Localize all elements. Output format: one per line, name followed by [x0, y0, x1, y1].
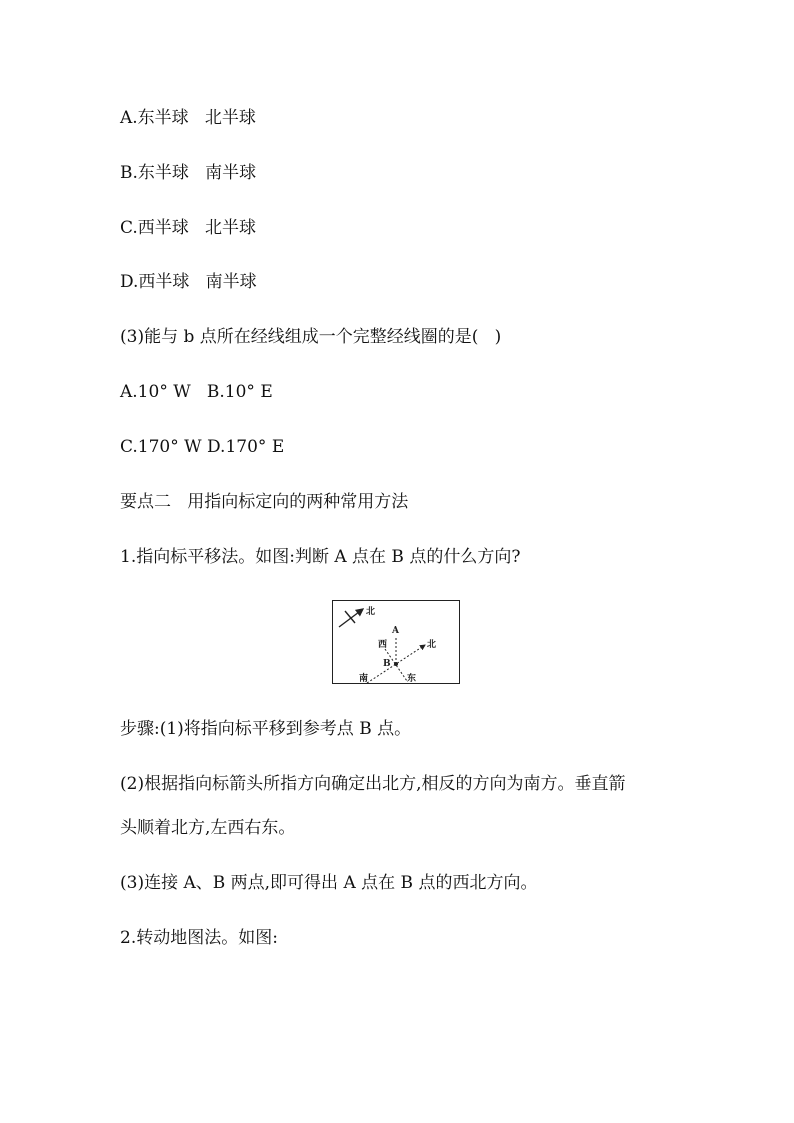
question-3: (3)能与 b 点所在经线组成一个完整经线圈的是( ) — [120, 327, 502, 347]
option-a-hemisphere: A.东半球 北半球 — [120, 108, 256, 128]
label-b: B — [383, 659, 391, 669]
method-1-title: 1.指向标平移法。如图:判断 A 点在 B 点的什么方向? — [120, 547, 521, 567]
steps-line-3: (3)连接 A、B 两点,即可得出 A 点在 B 点的西北方向。 — [120, 873, 538, 893]
direction-figure — [332, 600, 460, 684]
options-c-d-longitude: C.170° W D.170° E — [120, 437, 285, 457]
section-heading: 要点二 用指向标定向的两种常用方法 — [120, 492, 409, 512]
option-c-hemisphere: C.西半球 北半球 — [120, 218, 257, 238]
options-a-b-longitude: A.10° W B.10° E — [120, 382, 273, 402]
label-west: 西 — [378, 640, 388, 650]
steps-line-2b: 头顺着北方,左西右东。 — [120, 818, 296, 838]
option-d-hemisphere: D.西半球 南半球 — [120, 272, 257, 292]
label-north-top: 北 — [366, 607, 376, 617]
label-east: 东 — [407, 674, 417, 684]
steps-line-1: 步骤:(1)将指向标平移到参考点 B 点。 — [120, 719, 412, 739]
option-b-hemisphere: B.东半球 南半球 — [120, 163, 257, 183]
point-b — [394, 662, 398, 666]
label-a: A — [392, 626, 399, 636]
steps-line-2a: (2)根据指向标箭头所指方向确定出北方,相反的方向为南方。垂直箭 — [120, 774, 626, 794]
direction-diagram — [333, 601, 461, 685]
label-south: 南 — [359, 674, 369, 684]
method-2-title: 2.转动地图法。如图: — [120, 928, 278, 948]
label-north-right: 北 — [427, 640, 437, 650]
